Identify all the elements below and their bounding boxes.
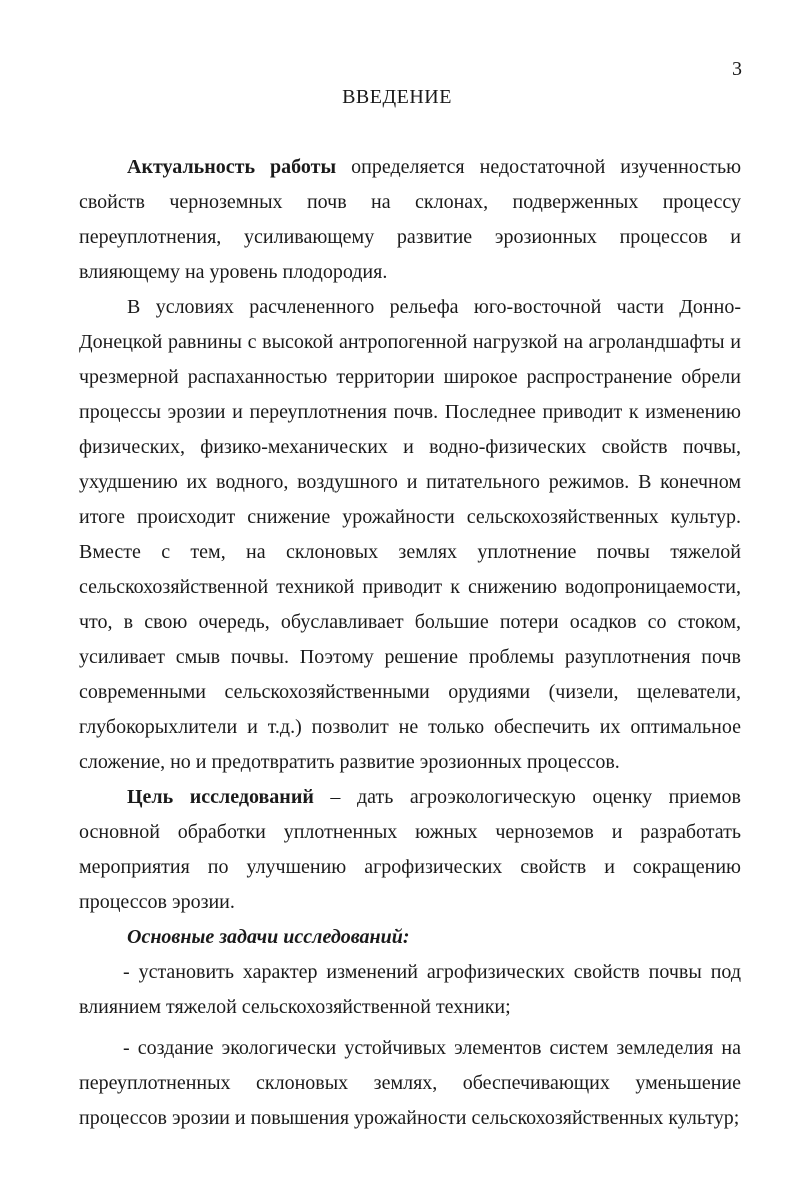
task-item: - установить характер изменений агрофизических свойств почвы под влиянием тяжелой сельскохозяйственной техники; [79, 961, 741, 1018]
task-item: - создание экологически устойчивых элементов систем земледелия на переуплотненных склоновых землях, обеспечивающих уменьшение процессов эрозии и повышения урожайности сельскохозяйственных культур; [79, 1037, 741, 1129]
goal-paragraph [79, 780, 741, 920]
relevance-lead: Актуальность работы [127, 156, 337, 178]
context-paragraph: В условиях расчлененного рельефа юго-восточной части Донно-Донецкой равнины с высокой антропогенной нагрузкой на агроландшафты и чрезмерной распаханностью территории широкое распространение обрели процессы эрозии и переуплотнения почв. Последнее приводит к изменению физических, физико-механических и водно-физических свойств почвы, ухудшению их водного, воздушного и питательного режимов. В конечном итоге происходит снижение урожайности сельскохозяйственных культур. Вместе с тем, на склоновых землях уплотнение почвы тяжелой сельскохозяйственной техникой приводит к снижению водопроницаемости, что, в свою очередь, обуславливает большие потери осадков со стоком, усиливает смыв почвы. Поэтому решение проблемы разуплотнения почв современными сельскохозяйственными орудиями (чизели, щелеватели, глубокорыхлители и т.д.) позволит не только обеспечить их оптимальное сложение, но и предотвратить развитие эрозионных процессов. [79, 296, 741, 773]
goal-text: – дать агроэкологическую оценку приемов основной обработки уплотненных южных черноземов и разработать мероприятия по улучшению агрофизических свойств и сокращению процессов эрозии. [79, 786, 741, 913]
section-title: ВВЕДЕНИЕ [342, 86, 452, 108]
body-text [79, 150, 741, 1136]
relevance-text: определяется недостаточной изученностью свойств черноземных почв на склонах, подверженных процессу переуплотнения, усиливающему развитие эрозионных процессов и влияющему на уровень плодородия. [79, 156, 742, 283]
relevance-paragraph [79, 150, 741, 290]
page-number: 3 [732, 58, 742, 80]
goal-lead: Цель исследований [127, 786, 314, 808]
tasks-heading: Основные задачи исследований: [127, 926, 410, 948]
